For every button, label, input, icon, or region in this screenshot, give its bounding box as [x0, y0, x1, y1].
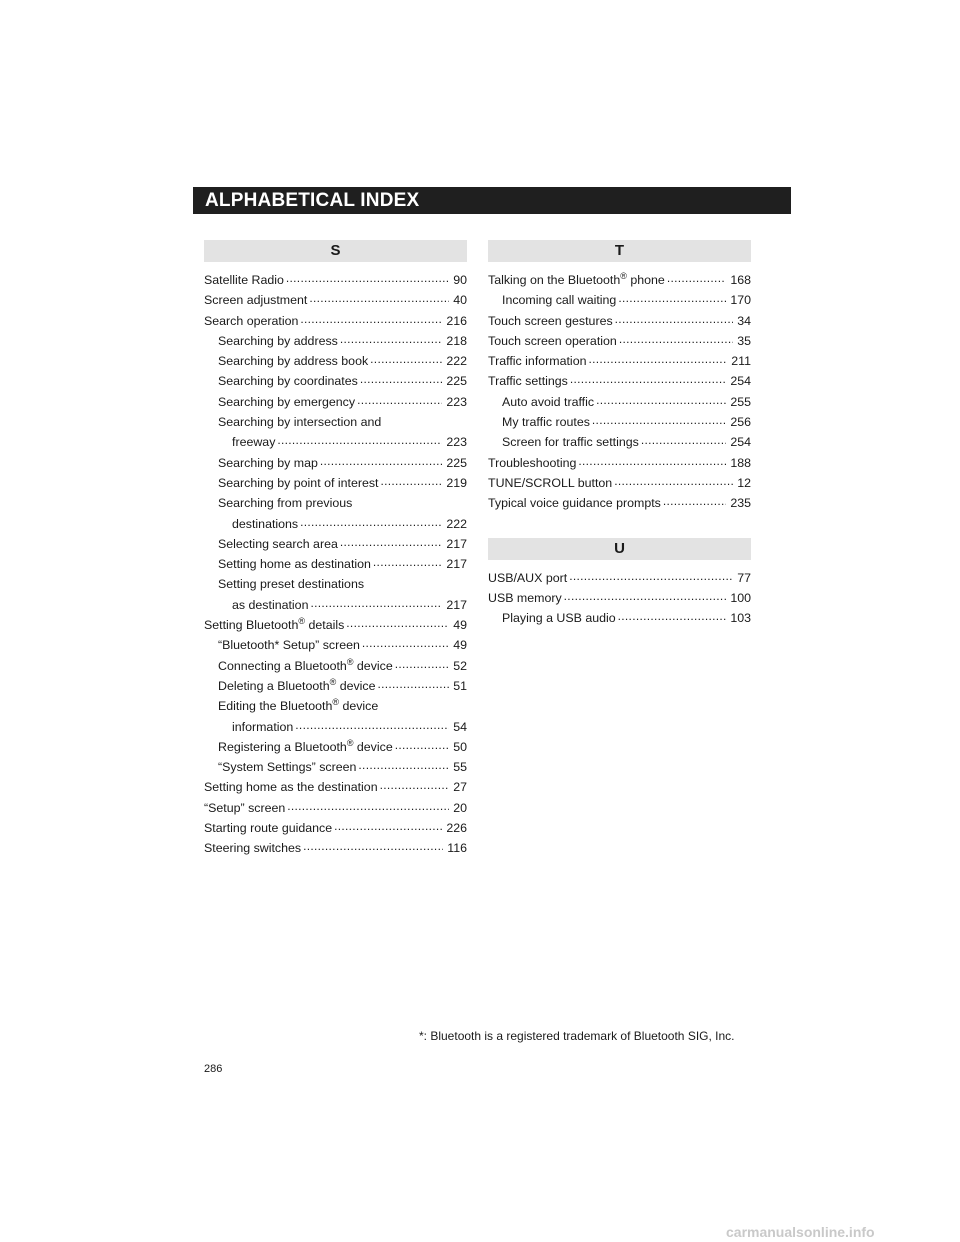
- index-entry: Touch screen gestures ..... 34: [488, 311, 751, 331]
- index-subentry: Searching by address ..... 218: [204, 331, 467, 351]
- index-subentry: Playing a USB audio ..... 103: [488, 608, 751, 628]
- index-subentry: “System Settings” screen ..... 55: [204, 757, 467, 777]
- index-entry: USB/AUX port ..... 77: [488, 568, 751, 588]
- index-subentry: Screen for traffic settings ..... 254: [488, 432, 751, 452]
- index-entry: TUNE/SCROLL button ..... 12: [488, 473, 751, 493]
- index-entry: Traffic settings ..... 254: [488, 371, 751, 391]
- index-entry: Traffic information ..... 211: [488, 351, 751, 371]
- index-entry: Satellite Radio ..... 90: [204, 270, 467, 290]
- letter-heading-s: S: [204, 240, 467, 262]
- index-subentry: Editing the Bluetooth® device information ..... 54: [204, 696, 467, 737]
- index-column-s: [204, 240, 467, 859]
- letter-heading-t: T: [488, 240, 751, 262]
- index-subentry: Setting preset destinations as destination ..... 217: [204, 574, 467, 615]
- index-subentry: Searching from previous destinations ..... 222: [204, 493, 467, 534]
- index-subentry: Connecting a Bluetooth® device ..... 52: [204, 656, 467, 676]
- index-subentry: Registering a Bluetooth® device ..... 50: [204, 737, 467, 757]
- index-entry: Setting Bluetooth® details ..... 49: [204, 615, 467, 635]
- watermark: carmanualsonline.info: [726, 1224, 875, 1240]
- index-entry: Typical voice guidance prompts ..... 235: [488, 493, 751, 513]
- index-subentry: Auto avoid traffic ..... 255: [488, 392, 751, 412]
- index-entry: Touch screen operation ..... 35: [488, 331, 751, 351]
- letter-heading-u: U: [488, 538, 751, 560]
- index-subentry: Incoming call waiting ..... 170: [488, 290, 751, 310]
- index-subentry: Setting home as destination ..... 217: [204, 554, 467, 574]
- index-subentry: Searching by map ..... 225: [204, 453, 467, 473]
- index-subentry: Deleting a Bluetooth® device ..... 51: [204, 676, 467, 696]
- index-entry: Setting home as the destination ..... 27: [204, 777, 467, 797]
- index-entry: Screen adjustment ..... 40: [204, 290, 467, 310]
- index-entry: USB memory ..... 100: [488, 588, 751, 608]
- index-subentry: My traffic routes ..... 256: [488, 412, 751, 432]
- index-subentry: Searching by coordinates ..... 225: [204, 371, 467, 391]
- footnote: *: Bluetooth is a registered trademark of Bluetooth SIG, Inc.: [419, 1029, 735, 1043]
- page-number: 286: [204, 1063, 223, 1075]
- section-header: [193, 187, 791, 214]
- index-entry: Steering switches ..... 116: [204, 838, 467, 858]
- index-subentry: Searching by point of interest ..... 219: [204, 473, 467, 493]
- index-column-t-u: [488, 240, 751, 628]
- section-title: ALPHABETICAL INDEX: [205, 190, 420, 211]
- index-subentry: Selecting search area ..... 217: [204, 534, 467, 554]
- index-subentry: “Bluetooth* Setup” screen ..... 49: [204, 635, 467, 655]
- index-subentry: Searching by emergency ..... 223: [204, 392, 467, 412]
- index-entry: Starting route guidance ..... 226: [204, 818, 467, 838]
- index-entry: Search operation ..... 216: [204, 311, 467, 331]
- index-entry: Talking on the Bluetooth® phone ..... 168: [488, 270, 751, 290]
- index-subentry: Searching by address book ..... 222: [204, 351, 467, 371]
- index-subentry: Searching by intersection and freeway ..... 223: [204, 412, 467, 453]
- index-entry: Troubleshooting ..... 188: [488, 453, 751, 473]
- index-entry: “Setup” screen ..... 20: [204, 798, 467, 818]
